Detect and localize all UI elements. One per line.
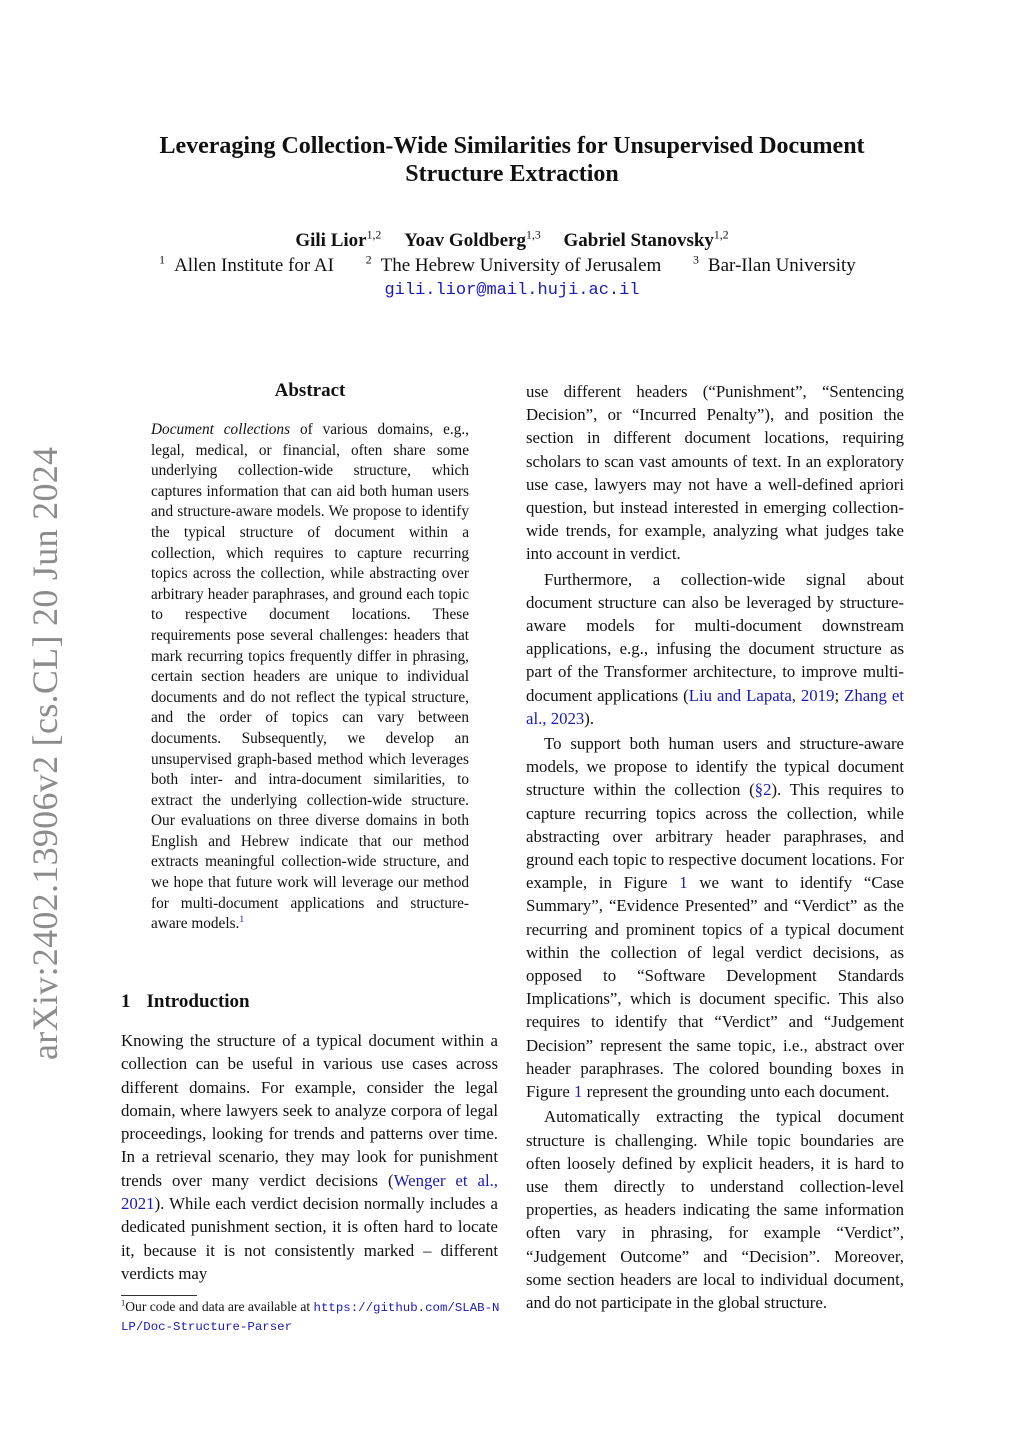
abstract-text: of various domains, e.g., legal, medical, or financial, often share some underlying collection-wide structure, which captures information that can aid both human users and structure-aware models. We propose to identify the typical structure of document within a collection, which requires to capture recurring topics across the collection, while abstracting over arbitrary header paraphrases, and ground each topic to respective document locations. These requirements pose several challenges: headers that mark recurring topics frequently differ in phrasing, certain section headers are unique to individual documents and do not reflect the typical structure, and the order of topics can vary between documents. Subsequently, we develop an unsupervised graph-based method which leverages both inter- and intra-document similarities, to extract the underlying collection-wide structure. Our evaluations on three diverse domains in both English and Hebrew indicate that our method extracts meaningful collection-wide structure, and we hope that future work will leverage our method for multi-document applications and structure-aware models.	[151, 421, 469, 933]
author	[404, 230, 541, 251]
paper-title	[100, 132, 924, 188]
author-affiliation-mark: 1,3	[526, 228, 541, 242]
contact-email-link[interactable]: gili.lior@mail.huji.ac.il	[384, 281, 640, 300]
affiliation-name: Bar-Ilan University	[707, 255, 856, 276]
footnote-text: Our code and data are available at	[125, 1299, 314, 1314]
footnote-mark: 1	[121, 1297, 126, 1308]
right-paragraph-4: Automatically extracting the typical document structure is challenging. While topic boundaries are often loosely defined by explicit headers, it is hard to use them directly to understand collection-level properties, as headers indicating the same information often vary in phrasing, for example “Verdict”, “Judgement Outcome” and “Decision”. Moreover, some section headers are local to individual document, and do not participate in the global structure.	[526, 1107, 904, 1312]
author	[295, 230, 381, 251]
author-affiliation-mark: 1,2	[366, 228, 382, 242]
affiliation	[693, 255, 865, 276]
affiliation-mark: 1	[159, 253, 166, 267]
paper-title-line-2: Structure Extraction	[405, 161, 619, 187]
section-reference-link[interactable]: §2	[754, 780, 772, 800]
affiliation	[159, 255, 343, 276]
section-number: 1	[121, 991, 131, 1012]
right-paragraph-2	[526, 568, 904, 730]
affiliation-list	[100, 255, 924, 277]
footnote-marker-link[interactable]: 1	[239, 915, 245, 926]
affiliation-name: The Hebrew University of Jerusalem	[380, 255, 662, 276]
paper-title-line-1: Leveraging Collection-Wide Similarities for Unsupervised Document	[159, 133, 865, 159]
paragraph-text: Knowing the structure of a typical document within a collection can be useful in various use cases across different domains. For example, consider the legal domain, where lawyers seek to analyze corpora of legal proceedings, looking for trends and patterns over time. In a retrieval scenario, they may look for punishment trends over many verdict decisions (	[121, 1031, 498, 1190]
paragraph-text: ). This requires to capture recurring topics across the collection, while abstracting over arbitrary header paraphrases, and ground each topic to respective document locations. For example, in Figure	[526, 780, 904, 893]
paragraph-text: ). While each verdict decision normally includes a dedicated punishment section, it is often hard to locate it, because it is not consistently marked – different verdicts may	[121, 1194, 498, 1283]
author-list	[100, 230, 924, 252]
figure-reference-link[interactable]: 1	[574, 1082, 583, 1102]
right-column	[526, 380, 904, 1314]
author-affiliation-mark: 1,2	[713, 228, 729, 242]
affiliation-mark: 2	[365, 253, 372, 267]
section-title: Introduction	[146, 991, 250, 1012]
paragraph-text: represent the grounding unto each document.	[582, 1082, 890, 1102]
paragraph-text: we want to identify “Case Summary”, “Evidence Presented” and “Verdict” as the recurring and prominent topics of a typical document within the collection of legal verdict decisions, as opposed to “Software Development Standards Implications”, which is document specific. This also requires to identify that “Verdict” and “Judgement Decision” represent the same topic, i.e., abstract over header paraphrases. The colored bounding boxes in Figure	[526, 873, 904, 1102]
footnote-divider	[121, 1295, 197, 1296]
abstract-lead-italic: Document collections	[151, 421, 291, 438]
author	[563, 230, 728, 251]
paragraph-text: To support both human users and structure-aware models, we propose to identify the typical document structure within the collection (	[526, 734, 904, 800]
citation-separator: ;	[834, 685, 845, 705]
abstract-body	[151, 420, 469, 935]
author-name: Gili Lior	[295, 230, 367, 251]
citation-link[interactable]: Zhang et al., 2023	[526, 685, 904, 728]
paragraph-text: ).	[584, 708, 595, 728]
author-name: Gabriel Stanovsky	[563, 230, 714, 251]
introduction-paragraph-1	[121, 1029, 498, 1285]
right-paragraph-3	[526, 732, 904, 1103]
affiliation-mark: 3	[693, 253, 699, 267]
affiliation	[366, 255, 671, 276]
paragraph-text: Furthermore, a collection-wide signal about document structure can also be leveraged by structure-aware models for multi-document downstream applications, e.g., infusing the document structure as part of the Transformer architecture, to improve multi-document applications (	[526, 569, 904, 705]
author-name: Yoav Goldberg	[404, 230, 526, 251]
abstract-heading: Abstract	[274, 380, 346, 401]
affiliation-name: Allen Institute for AI	[174, 255, 334, 276]
right-paragraph-1: use different headers (“Punishment”, “Sentencing Decision”, or “Incurred Penalty”), and position the section in different document locations, requiring scholars to scan vast amounts of text. In an exploratory use case, lawyers may not have a well-defined apriori question, but instead interested in emerging collection-wide trends, for example, analyzing what judges take into account in verdict.	[526, 382, 904, 564]
figure-reference-link[interactable]: 1	[679, 873, 688, 893]
footnote	[121, 1298, 506, 1336]
arxiv-identifier-stamp: arXiv:2402.13906v2 [cs.CL] 20 Jun 2024	[25, 446, 65, 1060]
code-repository-link[interactable]: https://github.com/SLAB-NLP/Doc-Structure-Parser	[121, 1301, 500, 1334]
section-heading-introduction	[121, 991, 250, 1013]
citation-link[interactable]: Liu and Lapata, 2019	[688, 685, 835, 705]
citation-link[interactable]: Wenger et al., 2021	[121, 1170, 498, 1214]
